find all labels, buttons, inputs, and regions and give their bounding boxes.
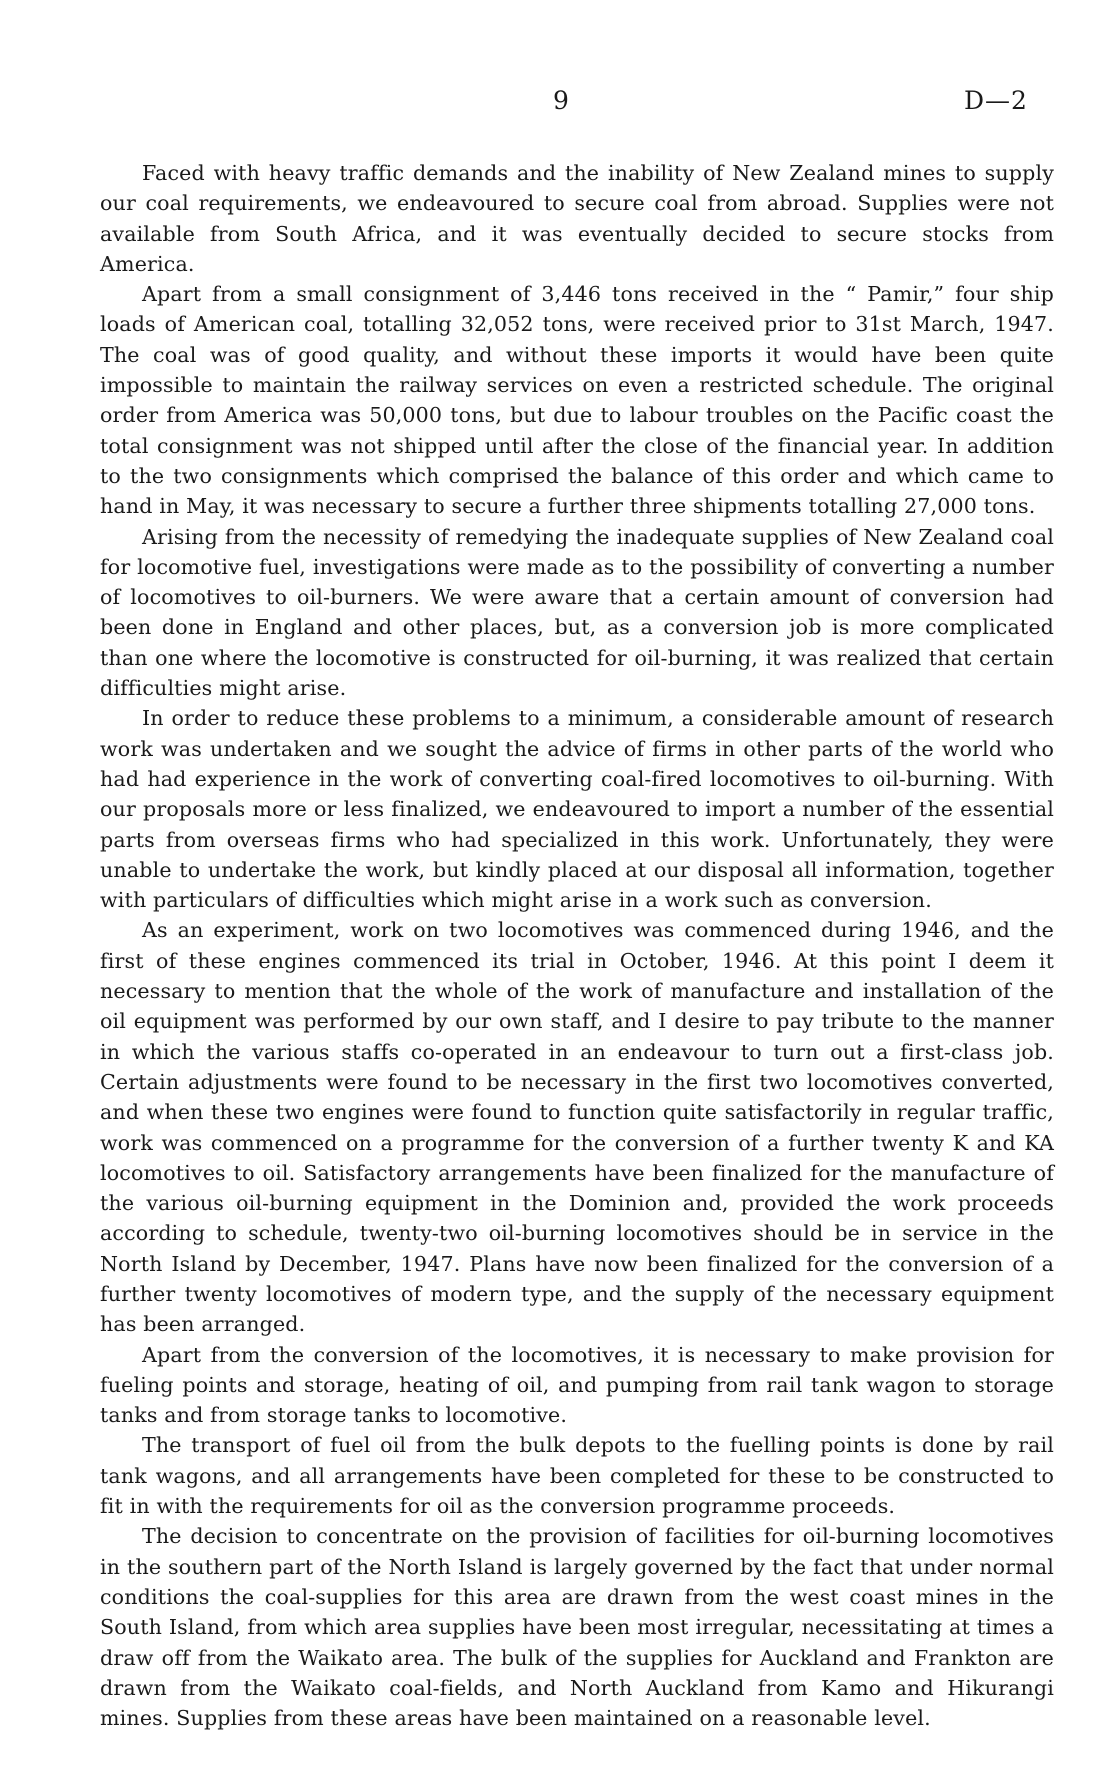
paragraph-coal-imports: Faced with heavy traffic demands and the inability of New Zealand mines to supply our coal requirements, we endeavoured to secure coal from abroad. Supplies were not available from South Africa, and it was eventually decided to secure stocks from America. [100,161,1054,276]
body-text [100,158,1054,1733]
paragraph-experiment: As an experiment, work on two locomotives was commenced during 1946, and the first of these engines commenced its trial in October, 1946. At this point I deem it necessary to mention that the whole of the work of manufacture and installation of the oil equipment was performed by our own staff, and I desire to pay tribute to the manner in which the various staffs co-operated in an endeavour to turn out a first-class job. Certain adjustments were found to be necessary in the first two locomotives converted, and when these two engines were found to function quite satisfactorily in regular traffic, work was commenced on a programme for the conversion of a further twenty K and KA locomotives to oil. Satisfactory arrangements have been finalized for the manufacture of the various oil-burning equipment in the Dominion and, provided the work proceeds according to schedule, twenty-two oil-burning locomotives should be in service in the North Island by December, 1947. Plans have now been finalized for the conversion of a further twenty locomotives of modern type, and the supply of the necessary equipment has been arranged. [100,918,1054,1337]
paragraph-oil-conversion: Arising from the necessity of remedying the inadequate supplies of New Zealand coal for locomotive fuel, investigations were made as to the possibility of converting a number of locomotives to oil-burners. We were aware that a certain amount of conversion had been done in England and other places, but, as a conversion job is more complicated than one where the locomotive is constructed for oil-burning, it was realized that certain difficulties might arise. [100,524,1054,701]
paragraph-research: In order to reduce these problems to a minimum, a considerable amount of research work was undertaken and we sought the advice of firms in other parts of the world who had had experience in the work of converting coal-fired locomotives to oil-burning. With our proposals more or less finalized, we endeavoured to import a number of the essential parts from overseas firms who had specialized in this work. Unfortunately, they were unable to undertake the work, but kindly placed at our disposal all information, together with particulars of difficulties which might arise in a work such as conversion. [100,706,1054,913]
paragraph-american-coal: Apart from a small consignment of 3,446 tons received in the “ Pamir,” four ship loads of American coal, totalling 32,052 tons, were received prior to 31st March, 1947. The coal was of good quality, and without these imports it would have been quite impossible to maintain the railway services on even a restricted schedule. The original order from America was 50,000 tons, but due to labour troubles on the Pacific coast the total consignment was not shipped until after the close of the financial year. In addition to the two consignments which comprised the balance of this order and which came to hand in May, it was necessary to secure a further three shipments totalling 27,000 tons. [100,282,1054,519]
page-header [0,86,1114,126]
paragraph-fueling-points: Apart from the conversion of the locomotives, it is necessary to make provision for fueling points and storage, heating of oil, and pumping from rail tank wagon to storage tanks and from storage tanks to locomotive. [100,1342,1054,1428]
page-number: 9 [553,86,570,115]
paragraph-north-island: The decision to concentrate on the provision of facilities for oil-burning locomotives in the southern part of the North Island is largely governed by the fact that under normal conditions the coal-supplies for this area are drawn from the west coast mines in the South Island, from which area supplies have been most irregular, necessitating at times a draw off from the Waikato area. The bulk of the supplies for Auckland and Frankton are drawn from the Waikato coal-fields, and North Auckland from Kamo and Hikurangi mines. Supplies from these areas have been maintained on a reasonable level. [100,1524,1054,1731]
document-reference: D—2 [964,86,1028,115]
paragraph-fuel-transport: The transport of fuel oil from the bulk depots to the fuelling points is done by rail tank wagons, and all arrangements have been completed for these to be constructed to fit in with the requirements for oil as the conversion programme proceeds. [100,1433,1054,1519]
